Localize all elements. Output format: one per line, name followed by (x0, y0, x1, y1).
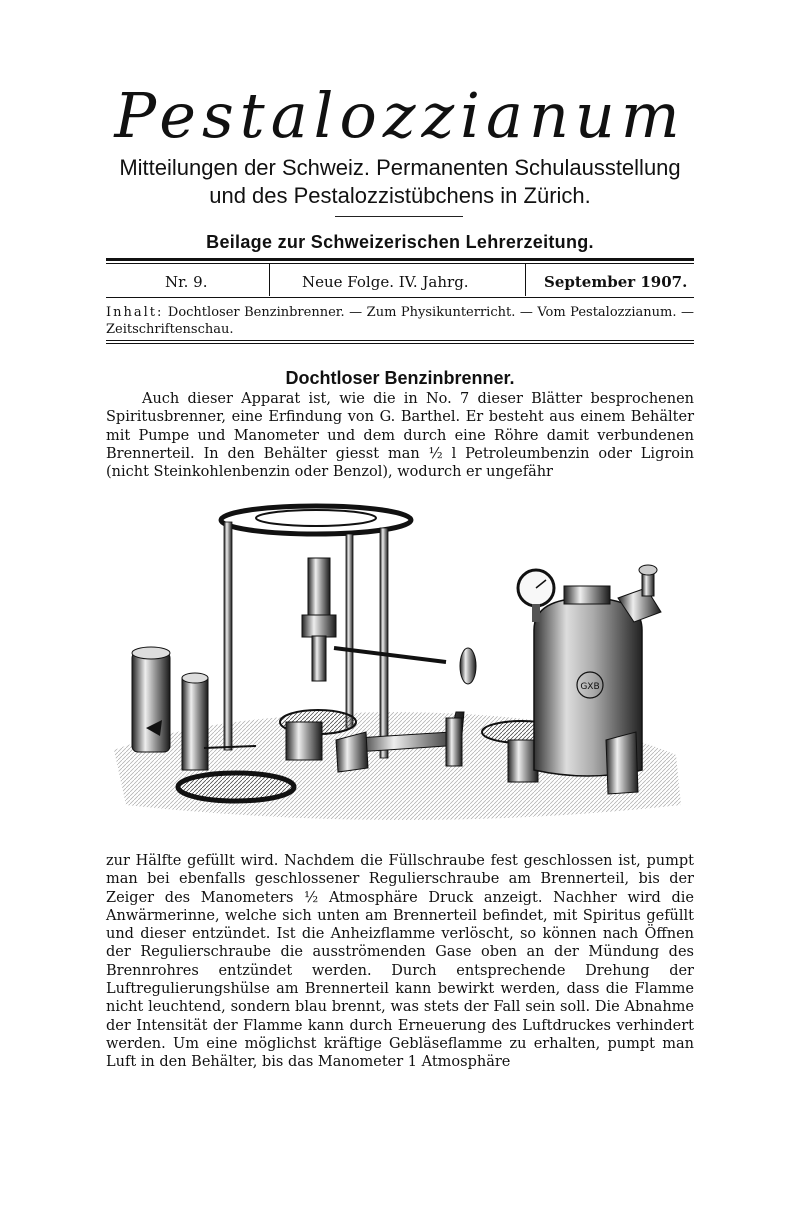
contents-text: Dochtloser Benzinbrenner. — Zum Physikunterricht. — Vom Pestalozzianum. — Zeitschriftenschau. (106, 305, 694, 337)
article-paragraph-2 (106, 852, 694, 1072)
issue-rule-top-inner (106, 263, 694, 264)
contents-rule-inner (106, 343, 694, 344)
issue-rule-bottom (106, 297, 694, 298)
pressure-tank (518, 565, 661, 794)
contents-label: Inhalt: (106, 305, 164, 320)
masthead-divider (335, 216, 463, 217)
masthead-beilage: Beilage zur Schweizerischen Lehrerzeitung. (206, 232, 594, 252)
issue-rule-top (106, 258, 694, 261)
masthead-subtitle-line1: Mitteilungen der Schweiz. Permanenten Schulausstellung (119, 155, 681, 180)
issue-series: Neue Folge. IV. Jahrg. (302, 273, 469, 291)
benzine-burner-illustration (106, 500, 694, 845)
issue-date: September 1907. (544, 273, 688, 291)
table-of-contents (106, 304, 694, 338)
article-title: Dochtloser Benzinbrenner. (285, 368, 515, 388)
issue-separator (269, 264, 270, 296)
issue-number: Nr. 9. (165, 273, 208, 291)
paragraph-text: zur Hälfte gefüllt wird. Nachdem die Füllschraube fest geschlossen ist, pumpt man bei ebenfalls geschlossener Regulierschraube am Brennerteil, bis der Zeiger des Manometers ½ Atmosphäre Druck anzeigt. Nachher wird die Anwärmerinne, welche sich unten am Brennerteil befindet, mit Spiritus gefüllt und dieser entzündet. Ist die Anheizflamme verlöscht, so können nach Öffnen der Regulierschraube die ausströmenden Gase oben an der Mündung des Brennrohres entzündet werden. Durch entsprechende Drehung der Luftregulierungshülse am Brennerteil kann bewirkt werden, dass die Flamme nicht leuchtend, sondern blau brennt, was stets der Fall sein soll. Die Abnahme der Intensität der Flamme kann durch Erneuerung des Luftdruckes verhindert werden. Um eine möglichst kräftige Gebläseflamme zu erhalten, pumpt man Luft in den Behälter, bis das Manometer 1 Atmosphäre (106, 853, 694, 1071)
contents-rule (106, 340, 694, 341)
masthead-title: Pestalozzianum (114, 79, 686, 152)
issue-separator (525, 264, 526, 296)
article-paragraph-1 (106, 390, 694, 481)
masthead-subtitle-line2: und des Pestalozzistübchens in Zürich. (209, 183, 591, 208)
paragraph-text: Auch dieser Apparat ist, wie die in No. 7 dieser Blätter besprochenen Spiritusbrenner, eine Erfindung von G. Barthel. Er besteht aus einem Behälter mit Pumpe und Manometer und dem durch eine Röhre damit verbundenen Brennerteil. In den Behälter giesst man ½ l Petroleumbenzin oder Ligroin (nicht Steinkohlenbenzin oder Benzol), wodurch er ungefähr (106, 391, 694, 481)
tank-monogram: GXB (580, 682, 600, 692)
flame-spreader-ring (178, 773, 294, 801)
